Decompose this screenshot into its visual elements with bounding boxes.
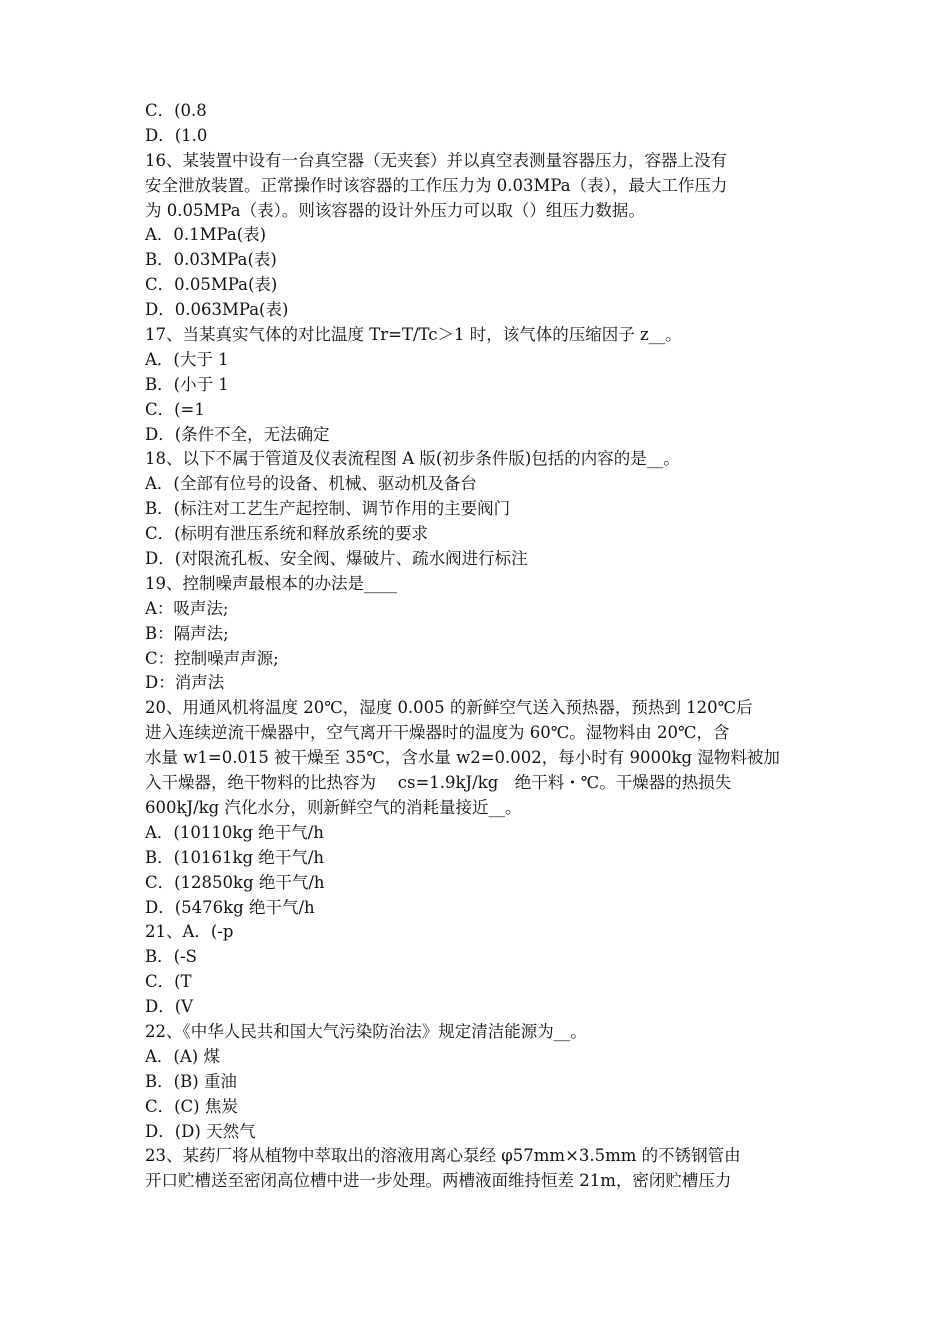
option-line: A．(10110kg 绝干气/h xyxy=(145,822,324,842)
question-20-text: 进入连续逆流干燥器中，空气离开干燥器时的温度为 60℃。湿物料由 20℃，含 xyxy=(145,723,730,743)
option-line: A．(大于 1 xyxy=(145,349,229,369)
question-16-text: 安全泄放装置。正常操作时该容器的工作压力为 0.03MPa（表），最大工作压力 xyxy=(145,175,728,195)
option-line: A：吸声法; xyxy=(145,598,229,618)
question-21-text: 21、A．(-p xyxy=(145,922,234,942)
option-line: D．0.063MPa(表) xyxy=(145,300,289,320)
option-line: D．(条件不全，无法确定 xyxy=(145,424,330,444)
option-line: C：控制噪声声源; xyxy=(145,648,279,668)
option-line: D．(D) 天然气 xyxy=(145,1121,256,1141)
question-16-text: 16、某装置中设有一台真空器（无夹套）并以真空表测量容器压力，容器上没有 xyxy=(145,150,727,170)
question-20-text: 水量 w1=0.015 被干燥至 35℃，含水量 w2=0.002，每小时有 9000kg 湿物料被加 xyxy=(145,748,780,768)
question-20-text: 20、用通风机将温度 20℃，湿度 0.005 的新鲜空气送入预热器，预热到 120℃后 xyxy=(145,698,753,718)
question-17-text: 17、当某真实气体的对比温度 Tr=T/Tc＞1 时，该气体的压缩因子 z__。 xyxy=(145,325,682,345)
option-line: C．(=1 xyxy=(145,399,205,419)
option-line: D．(对限流孔板、安全阀、爆破片、疏水阀进行标注 xyxy=(145,549,528,569)
option-line: A．0.1MPa(表) xyxy=(145,225,267,245)
option-line: B．(-S xyxy=(145,947,197,967)
question-18-text: 18、以下不属于管道及仪表流程图 A 版(初步条件版)包括的内容的是__。 xyxy=(145,449,680,469)
question-19-text: 19、控制噪声最根本的办法是____ xyxy=(145,573,397,593)
option-line: C．(标明有泄压系统和释放系统的要求 xyxy=(145,524,429,544)
option-line: A．(A) 煤 xyxy=(145,1046,220,1066)
option-line: B．(标注对工艺生产起控制、调节作用的主要阀门 xyxy=(145,499,511,519)
text-line: D．(1.0 xyxy=(145,125,208,145)
question-20-text: 600kJ/kg 汽化水分，则新鲜空气的消耗量接近__。 xyxy=(145,797,522,817)
option-line: B：隔声法; xyxy=(145,623,229,643)
option-line: C．(C) 焦炭 xyxy=(145,1096,238,1116)
question-16-text: 为 0.05MPa（表）。则该容器的设计外压力可以取（）组压力数据。 xyxy=(145,200,645,220)
option-line: B．(B) 重油 xyxy=(145,1071,237,1091)
question-23-text: 23、某药厂将从植物中萃取出的溶液用离心泵经 φ57mm×3.5mm 的不锈钢管由 xyxy=(145,1146,741,1166)
option-line: A．(全部有位号的设备、机械、驱动机及备台 xyxy=(145,474,477,494)
option-line: C．0.05MPa(表) xyxy=(145,275,278,295)
option-line: C．(12850kg 绝干气/h xyxy=(145,872,325,892)
option-line: D：消声法 xyxy=(145,673,225,693)
option-line: B．0.03MPa(表) xyxy=(145,250,277,270)
option-line: D．(5476kg 绝干气/h xyxy=(145,897,315,917)
option-line: D．(V xyxy=(145,997,194,1017)
option-line: B．(小于 1 xyxy=(145,374,229,394)
option-line: C．(T xyxy=(145,972,192,992)
question-22-text: 22、《中华人民共和国大气污染防治法》规定清洁能源为__。 xyxy=(145,1021,587,1041)
question-20-text: 入干燥器，绝干物料的比热容为 cs=1.9kJ/kg 绝干料・℃。干燥器的热损失 xyxy=(145,773,732,793)
option-line: B．(10161kg 绝干气/h xyxy=(145,847,325,867)
question-23-text: 开口贮槽送至密闭高位槽中进一步处理。两槽液面维持恒差 21m，密闭贮槽压力 xyxy=(145,1171,732,1191)
text-line: C．(0.8 xyxy=(145,101,207,120)
